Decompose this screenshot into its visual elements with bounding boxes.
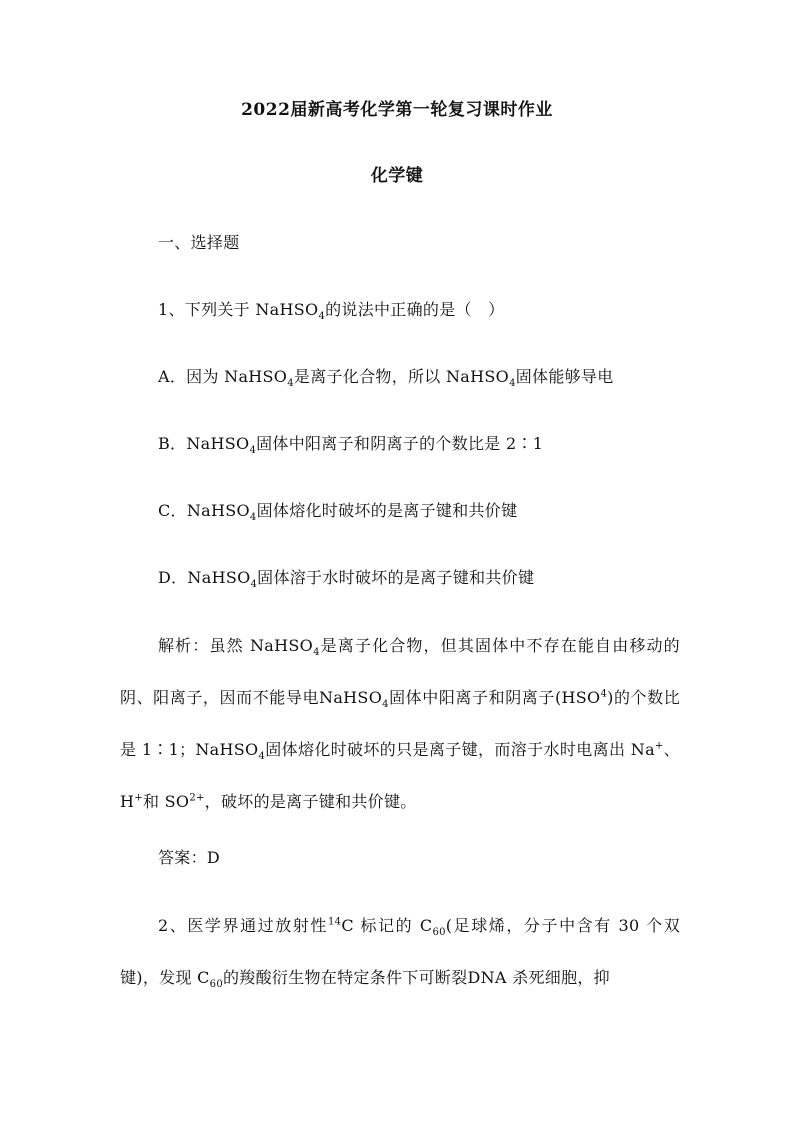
- option-a: A．因为 NaHSO$_4$是离子化合物，所以 NaHSO$_4$固体能够导电: [158, 367, 614, 390]
- option-c: C．NaHSO$_4$固体熔化时破坏的是离子键和共价键: [158, 501, 518, 524]
- section-heading: 一、选择题: [158, 233, 240, 252]
- answer-line: 答案：D: [158, 848, 221, 867]
- document-title: 2022届新高考化学第一轮复习课时作业: [241, 100, 553, 120]
- analysis-paragraph: 解析：虽然 NaHSO$_4$是离子化合物，但其固体中不存在能自由移动的阴、阳离子，因而不能导电NaHSO$_4$固体中阳离子和阴离子(HSO$^4$)的个数比是 1∶1；NaHSO$_4$固体熔化时破坏的只是离子键，而溶于水时电离出 Na+、H+和 $SO^{2+}$，破坏的是离子键和共价键。: [120, 636, 680, 811]
- option-d: D．NaHSO$_4$固体溶于水时破坏的是离子键和共价键: [158, 568, 535, 591]
- option-b: B．NaHSO$_4$固体中阳离子和阴离子的个数比是 2∶1: [158, 434, 544, 457]
- question-1-stem: 1、下列关于 NaHSO$_4$的说法中正确的是（ ）: [158, 300, 505, 323]
- document-subtitle: 化学键: [370, 166, 424, 186]
- question-2-paragraph: 2、医学界通过放射性$^{14}$C 标记的 $C_{60}$(足球烯，分子中含有 30 个双键)，发现 $C_{60}$的羧酸衍生物在特定条件下可断裂DNA 杀死细胞，抑: [120, 916, 680, 991]
